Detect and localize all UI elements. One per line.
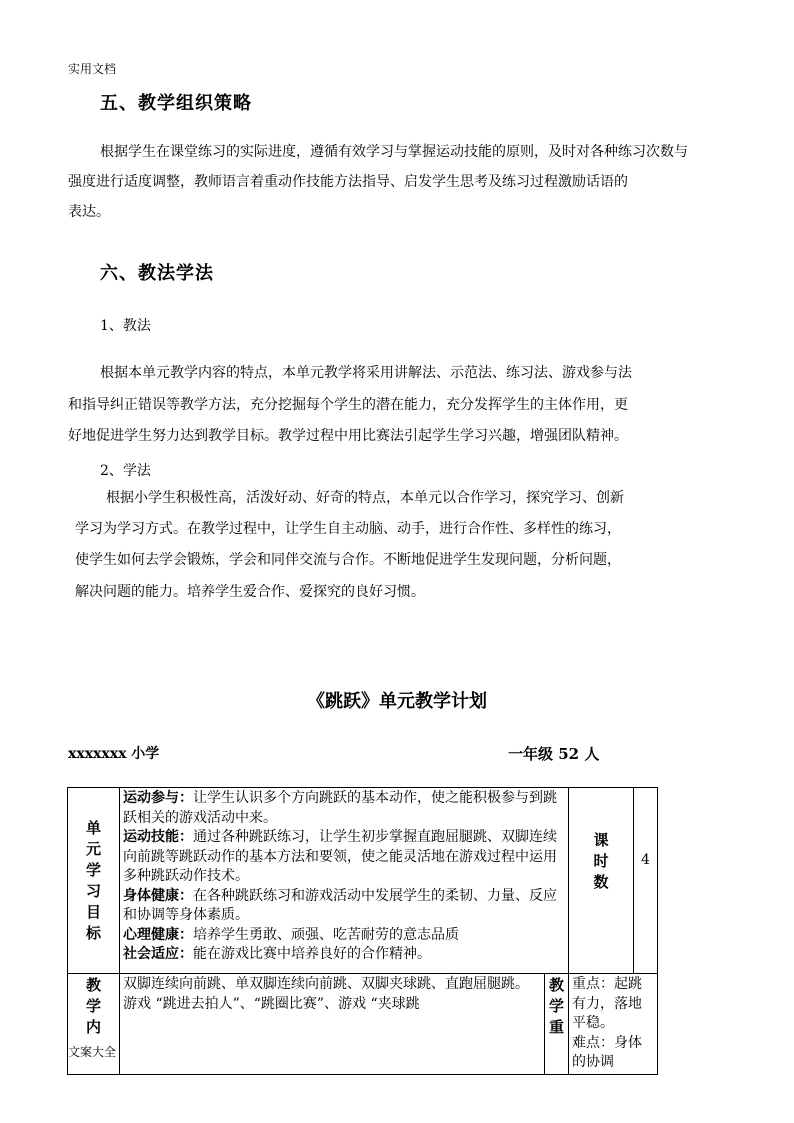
label-char: 学 xyxy=(86,997,102,1015)
label-char: 学 xyxy=(86,860,102,879)
objective-physical-health: 身体健康：在各种跳跃练习和游戏活动中发展学生的柔韧、力量、反应和协调等身体素质。 xyxy=(123,887,557,923)
objective-sports-participation: 运动参与：让学生认识多个方向跳跃的基本动作，使之能积极参与到跳跃相关的游戏活动中来。 xyxy=(123,790,557,826)
learning-method-line-3: 使学生如何去学会锻炼，学会和同伴交流与合作。不断地促进学生发现问题，分析问题， xyxy=(75,552,621,568)
label-char: 数 xyxy=(593,873,609,891)
teaching-content-line-2: 游戏 “跳进去拍人”、“跳圈比赛”、游戏 “夹球跳 xyxy=(123,995,420,1012)
objective-social-adaptation: 社会适应：能在游戏比赛中培养良好的合作精神。 xyxy=(123,946,431,962)
teaching-method-heading: 1、教法 xyxy=(100,318,151,334)
label-char: 单 xyxy=(86,818,102,837)
key-points-content xyxy=(569,974,658,1075)
section-5-heading: 五、教学组织策略 xyxy=(100,93,252,114)
label-char: 学 xyxy=(549,997,565,1015)
label-char: 课 xyxy=(593,831,609,849)
section-5-line-1: 根据学生在课堂练习的实际进度，遵循有效学习与掌握运动技能的原则，及时对各种练习次数与 xyxy=(100,144,688,160)
school-name: xxxxxxx 小学 xyxy=(68,746,160,762)
label-char: 时 xyxy=(593,852,609,870)
footer-note: 文案大全 xyxy=(68,1045,117,1059)
learning-method-line-4: 解决问题的能力。培养学生爱合作、爱探究的良好习惯。 xyxy=(75,584,425,600)
unit-objectives-content xyxy=(120,788,569,974)
label-char: 标 xyxy=(86,923,102,942)
unit-plan-table xyxy=(67,787,658,1075)
section-5-line-3: 表达。 xyxy=(68,204,110,220)
label-char: 习 xyxy=(86,881,102,900)
grade-class-size: 一年级 52 人 xyxy=(508,745,600,763)
header-note: 实用文档 xyxy=(68,62,117,76)
teaching-content-line-1: 双脚连续向前跳、单双脚连续向前跳、双脚夹球跳、直跑屈腿跳。 xyxy=(123,976,529,992)
table-row xyxy=(68,788,658,974)
learning-method-line-1: 根据小学生积极性高，活泼好动、好奇的特点，本单元以合作学习，探究学习、创新 xyxy=(106,490,624,506)
learning-method-heading: 2、学法 xyxy=(100,463,151,479)
teaching-method-line-1: 根据本单元教学内容的特点，本单元教学将采用讲解法、示范法、练习法、游戏参与法 xyxy=(100,365,632,381)
difficult-point: 难点：身体的协调 xyxy=(572,1034,642,1070)
key-points-label-cell xyxy=(545,974,569,1075)
key-point: 重点：起跳有力，落地平稳。 xyxy=(572,976,642,1031)
label-char: 教 xyxy=(549,976,565,994)
teaching-content xyxy=(120,974,545,1075)
class-hours-value: 4 xyxy=(634,788,658,974)
label-char: 教 xyxy=(86,976,102,994)
class-hours-label-cell xyxy=(569,788,634,974)
label-char: 元 xyxy=(86,839,102,858)
section-5-line-2: 强度进行适度调整，教师语言着重动作技能方法指导、启发学生思考及练习过程激励话语的 xyxy=(68,174,628,190)
objective-mental-health: 心理健康：培养学生勇敢、顽强、吃苦耐劳的意志品质 xyxy=(123,926,459,943)
label-char: 内 xyxy=(86,1018,102,1036)
section-6-heading: 六、教法学法 xyxy=(100,263,214,284)
unit-objectives-label-cell xyxy=(68,788,120,974)
objective-sports-skills: 运动技能：通过各种跳跃练习，让学生初步掌握直跑屈腿跳、双脚连续向前跳等跳跃动作的基本方法和要领，使之能灵活地在游戏过程中运用多种跳跃动作技术。 xyxy=(123,829,557,884)
plan-title: 《跳跃》单元教学计划 xyxy=(307,691,487,712)
label-char: 重 xyxy=(549,1018,565,1036)
teaching-method-line-3: 好地促进学生努力达到教学目标。教学过程中用比赛法引起学生学习兴趣，增强团队精神。 xyxy=(68,428,628,444)
teaching-method-line-2: 和指导纠正错误等教学方法，充分挖掘每个学生的潜在能力，充分发挥学生的主体作用，更 xyxy=(68,397,628,413)
label-char: 目 xyxy=(86,902,102,921)
table-row xyxy=(68,974,658,1075)
learning-method-line-2: 学习为学习方式。在教学过程中，让学生自主动脑、动手，进行合作性、多样性的练习， xyxy=(75,521,621,537)
